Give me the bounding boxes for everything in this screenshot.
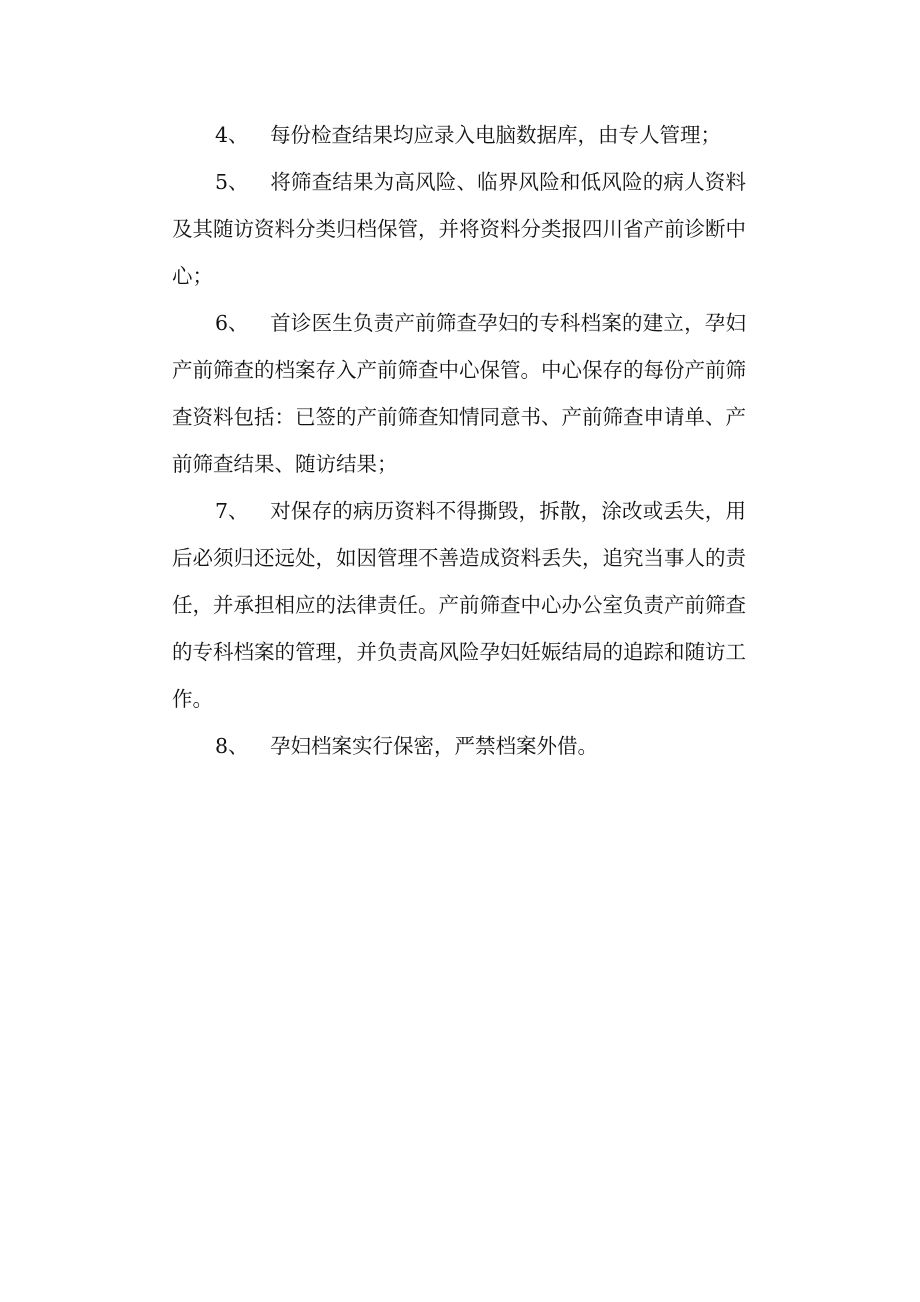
item-number: 8、: [215, 734, 249, 758]
item-text: 首诊医生负责产前筛查孕妇的专科档案的建立，孕妇产前筛查的档案存入产前筛查中心保管。中心保存的每份产前筛查资料包括：已签的产前筛查知情同意书、产前筛查申请单、产前筛查结果、随访结果；: [172, 311, 746, 476]
list-item-6: [172, 300, 746, 488]
item-text: 孕妇档案实行保密，严禁档案外借。: [270, 734, 598, 758]
item-text: 将筛查结果为高风险、临界风险和低风险的病人资料及其随访资料分类归档保管，并将资料分类报四川省产前诊断中心；: [172, 170, 746, 288]
list-item-7: [172, 488, 746, 723]
item-number: 6、: [215, 311, 249, 335]
document-body: [172, 112, 746, 770]
item-text: 每份检查结果均应录入电脑数据库，由专人管理；: [270, 123, 721, 147]
list-item-8: [172, 723, 746, 770]
item-number: 4、: [215, 123, 249, 147]
list-item-4: [172, 112, 746, 159]
item-text: 对保存的病历资料不得撕毁，拆散，涂改或丢失，用后必须归还远处，如因管理不善造成资料丢失，追究当事人的责任，并承担相应的法律责任。产前筛查中心办公室负责产前筛查的专科档案的管理，并负责高风险孕妇妊娠结局的追踪和随访工作。: [172, 499, 746, 711]
item-number: 5、: [215, 170, 249, 194]
list-item-5: [172, 159, 746, 300]
item-number: 7、: [215, 499, 249, 523]
